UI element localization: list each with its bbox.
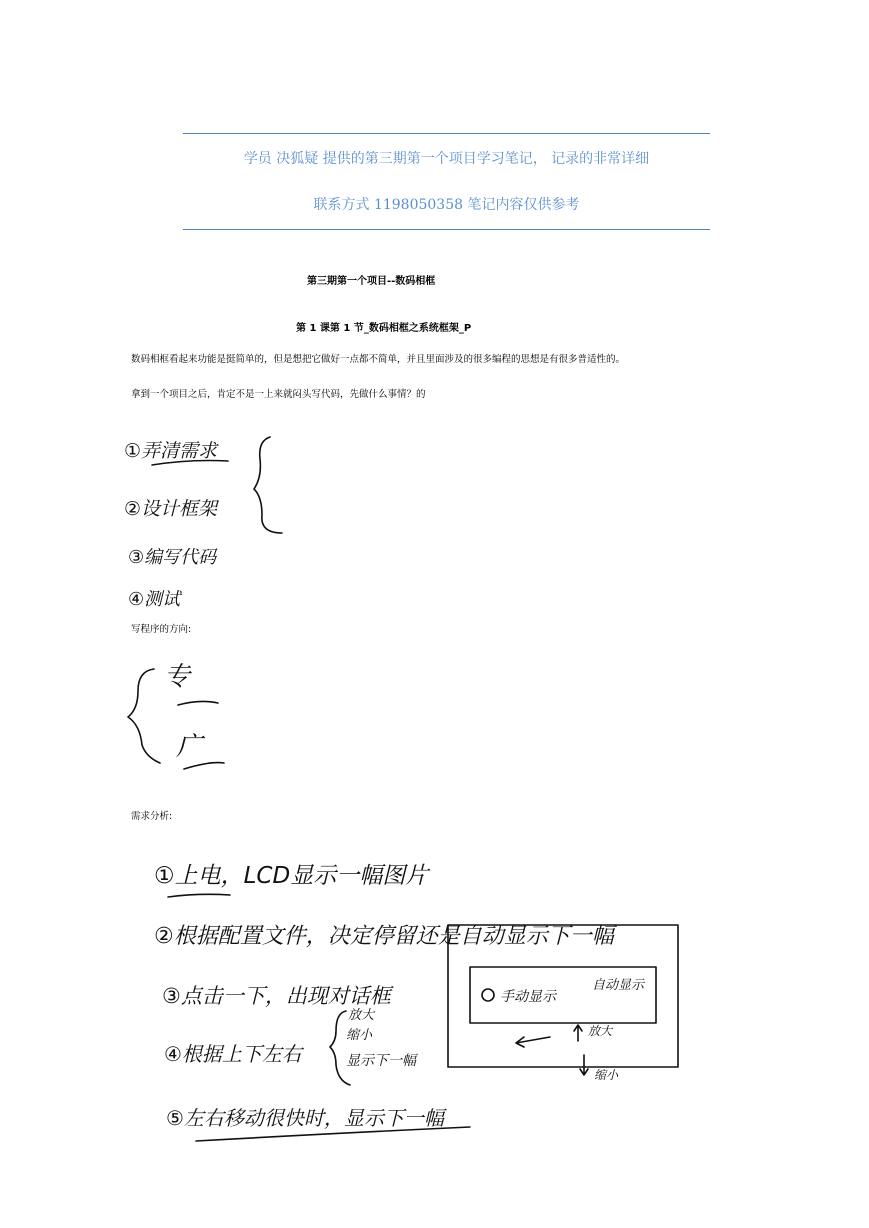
requirement-5: ⑤左右移动很快时，显示下一幅 xyxy=(166,1106,444,1130)
direction-broad-underline xyxy=(184,763,224,769)
curly-brace xyxy=(254,437,282,533)
dialog-zoom-out: 缩小 xyxy=(594,1068,619,1082)
direction-label: 写程序的方向: xyxy=(131,624,192,635)
handwritten-direction-figure xyxy=(120,645,260,775)
banner-bottom-rule xyxy=(183,229,710,230)
step-1: ①弄清需求 xyxy=(124,440,218,462)
up-arrow xyxy=(574,1025,582,1041)
intro-paragraph: 数码相框看起来功能是挺简单的，但是想把它做好一点都不简单，并且里面涉及的很多编程的思想是有很多普适性的。 xyxy=(131,354,626,365)
direction-brace xyxy=(128,669,160,763)
requirement-2: ②根据配置文件，决定停留还是自动显示下一幅 xyxy=(154,924,614,949)
requirement-4-zoom-in: 放大 xyxy=(348,1008,375,1023)
requirement-4-brace xyxy=(330,1011,350,1085)
banner-line-1: 学员 决狐疑 提供的第三期第一个项目学习笔记， 记录的非常详细 xyxy=(243,151,650,167)
dialog-option-manual: 手动显示 xyxy=(500,989,556,1005)
handwritten-requirements-figure xyxy=(150,835,730,1155)
section-heading: 第 1 课第 1 节_数码相框之系统框架_P xyxy=(296,323,472,334)
step-3: ③编写代码 xyxy=(128,547,217,568)
direction-broad: 广 xyxy=(176,732,203,762)
left-arrow xyxy=(516,1037,550,1047)
direction-specialized: 专 xyxy=(164,662,191,692)
requirement-1-underline xyxy=(168,894,230,897)
step-4: ④测试 xyxy=(128,589,181,610)
requirement-4: ④根据上下左右 xyxy=(164,1042,302,1066)
dialog-zoom-in: 放大 xyxy=(588,1024,613,1038)
banner-top-rule xyxy=(183,133,710,134)
requirement-4-next: 显示下一幅 xyxy=(346,1053,416,1069)
requirement-4-zoom-out: 缩小 xyxy=(346,1028,373,1043)
step-2: ②设计框架 xyxy=(124,498,218,520)
down-arrow xyxy=(580,1055,588,1075)
banner-line-2: 联系方式 1198050358 笔记内容仅供参考 xyxy=(313,197,580,213)
direction-specialized-underline xyxy=(178,701,218,705)
requirement-1: ①上电，LCD显示一幅图片 xyxy=(154,863,429,889)
requirements-label: 需求分析: xyxy=(131,811,173,822)
handwritten-steps-figure xyxy=(120,415,300,615)
requirement-3: ③点击一下，出现对话框 xyxy=(162,984,391,1008)
dialog-sketch-box xyxy=(470,967,656,1023)
dialog-option-auto: 自动显示 xyxy=(592,978,645,993)
question-paragraph: 拿到一个项目之后，肯定不是一上来就闷头写代码，先做什么事情？的 xyxy=(131,389,426,400)
document-title: 第三期第一个项目--数码相框 xyxy=(307,276,436,287)
manual-option-checkbox xyxy=(482,989,494,1001)
